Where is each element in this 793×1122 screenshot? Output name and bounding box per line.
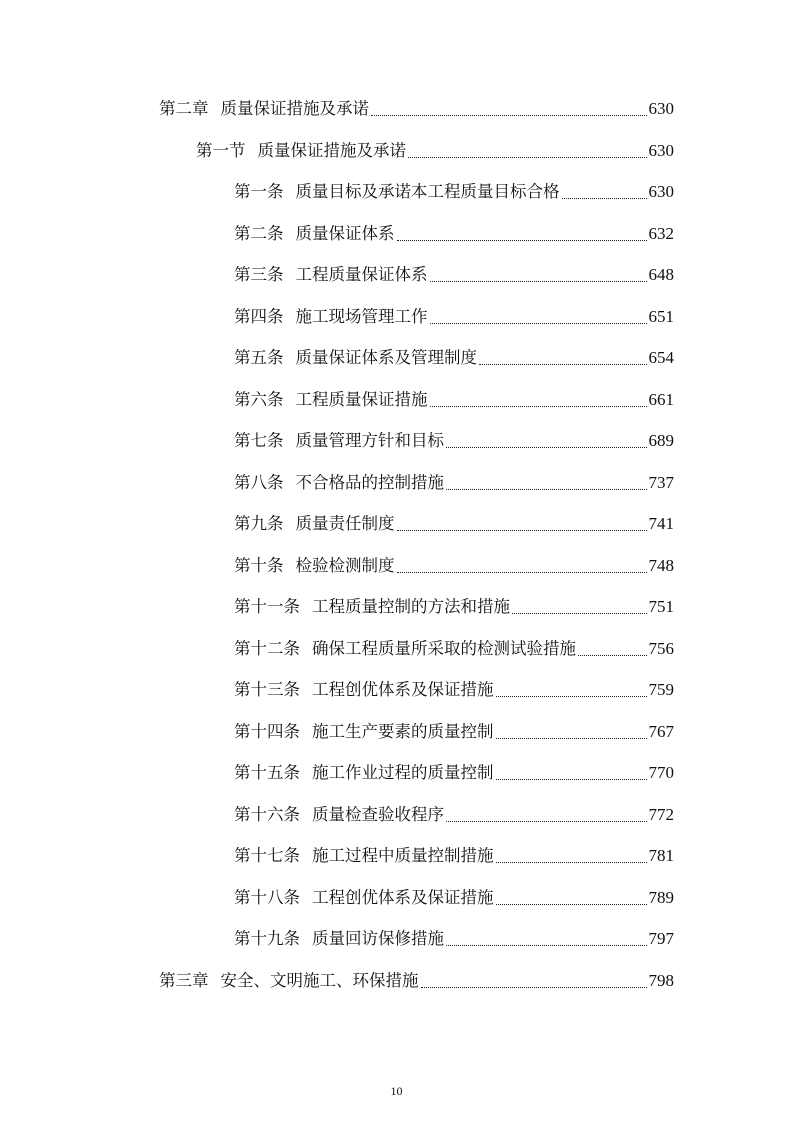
toc-entry-title: 施工生产要素的质量控制 bbox=[312, 721, 494, 741]
toc-entry-title: 施工作业过程的质量控制 bbox=[312, 763, 494, 782]
toc-entry-number: 第十条 bbox=[234, 555, 284, 575]
toc-entry-page: 630 bbox=[648, 182, 674, 201]
toc-entry-number: 第十七条 bbox=[234, 846, 300, 865]
toc-entry-number: 第六条 bbox=[234, 389, 284, 409]
toc-entry-page: 798 bbox=[648, 970, 674, 990]
toc-dot-leader bbox=[496, 736, 647, 739]
toc-dot-leader bbox=[496, 860, 647, 863]
toc-dot-leader bbox=[512, 611, 647, 614]
toc-entry[interactable] bbox=[234, 345, 674, 371]
toc-entry[interactable] bbox=[234, 719, 674, 745]
toc-entry[interactable] bbox=[234, 760, 674, 786]
toc-entry-title: 工程质量控制的方法和措施 bbox=[312, 597, 510, 616]
toc-entry-title: 质量保证体系及管理制度 bbox=[295, 348, 477, 367]
toc-entry-title: 质量保证措施及承诺 bbox=[257, 140, 406, 160]
toc-entry[interactable] bbox=[234, 304, 674, 330]
toc-entry-page: 632 bbox=[648, 223, 674, 243]
toc-entry-number: 第三章 bbox=[159, 970, 209, 990]
toc-dot-leader bbox=[371, 113, 647, 116]
toc-entry-title: 质量保证体系 bbox=[295, 223, 395, 243]
toc-entry-number: 第七条 bbox=[234, 431, 284, 450]
toc-entry[interactable] bbox=[196, 138, 674, 164]
toc-dot-leader bbox=[446, 943, 647, 946]
toc-dot-leader bbox=[496, 777, 647, 780]
toc-dot-leader bbox=[479, 362, 647, 365]
toc-entry-number: 第十四条 bbox=[234, 721, 300, 741]
toc-entry-title: 检验检测制度 bbox=[295, 555, 395, 575]
toc-entry-title: 工程质量保证体系 bbox=[295, 265, 428, 284]
page-number: 10 bbox=[390, 1084, 403, 1098]
toc-entry-title: 不合格品的控制措施 bbox=[295, 472, 444, 492]
toc-entry-title: 质量管理方针和目标 bbox=[295, 431, 444, 450]
toc-entry-title: 质量目标及承诺本工程质量目标合格 bbox=[295, 182, 560, 201]
toc-dot-leader bbox=[430, 279, 647, 282]
toc-entry-title: 质量检查验收程序 bbox=[312, 804, 444, 824]
toc-dot-leader bbox=[496, 694, 647, 697]
toc-entry-page: 741 bbox=[648, 514, 674, 533]
toc-entry-title: 确保工程质量所采取的检测试验措施 bbox=[312, 638, 576, 658]
toc-entry-number: 第五条 bbox=[234, 348, 284, 367]
toc-entry-title: 施工过程中质量控制措施 bbox=[312, 846, 494, 865]
toc-entry-title: 质量责任制度 bbox=[295, 514, 395, 533]
toc-entry-number: 第一节 bbox=[196, 140, 246, 160]
toc-dot-leader bbox=[562, 196, 647, 199]
toc-entry[interactable] bbox=[159, 96, 674, 122]
toc-dot-leader bbox=[446, 819, 647, 822]
toc-entry-number: 第十八条 bbox=[234, 887, 300, 907]
toc-entry-number: 第一条 bbox=[234, 182, 284, 201]
toc-entry-page: 648 bbox=[648, 265, 674, 284]
toc-entry[interactable] bbox=[159, 968, 674, 994]
toc-entry[interactable] bbox=[234, 428, 674, 454]
toc-entry-title: 工程质量保证措施 bbox=[295, 389, 428, 409]
toc-entry[interactable] bbox=[234, 511, 674, 537]
toc-dot-leader bbox=[430, 404, 647, 407]
toc-entry-title: 安全、文明施工、环保措施 bbox=[220, 970, 419, 990]
toc-entry[interactable] bbox=[234, 470, 674, 496]
toc-entry[interactable] bbox=[234, 885, 674, 911]
toc-entry-page: 767 bbox=[648, 721, 674, 741]
toc-entry-title: 工程创优体系及保证措施 bbox=[312, 887, 494, 907]
toc-entry-page: 651 bbox=[648, 306, 674, 326]
toc-entry[interactable] bbox=[234, 179, 674, 205]
toc-dot-leader bbox=[578, 653, 647, 656]
toc-entry-page: 654 bbox=[648, 348, 674, 367]
toc-entry-page: 630 bbox=[648, 140, 674, 160]
toc-entry-page: 756 bbox=[648, 638, 674, 658]
toc-entry-page: 781 bbox=[648, 846, 674, 865]
toc-entry-title: 施工现场管理工作 bbox=[295, 306, 428, 326]
toc-entry-number: 第十一条 bbox=[234, 597, 300, 616]
toc-dot-leader bbox=[430, 321, 647, 324]
toc-entry[interactable] bbox=[234, 677, 674, 703]
toc-dot-leader bbox=[446, 445, 647, 448]
toc-dot-leader bbox=[496, 902, 647, 905]
toc-entry-page: 630 bbox=[648, 99, 674, 118]
toc-entry-number: 第二条 bbox=[234, 223, 284, 243]
toc-entry-page: 797 bbox=[648, 929, 674, 948]
toc-entry-number: 第八条 bbox=[234, 472, 284, 492]
toc-dot-leader bbox=[397, 238, 647, 241]
toc-entry-number: 第十九条 bbox=[234, 929, 300, 948]
toc-entry[interactable] bbox=[234, 594, 674, 620]
toc-entry[interactable] bbox=[234, 553, 674, 579]
toc-entry-title: 质量回访保修措施 bbox=[312, 929, 444, 948]
toc-entry-number: 第四条 bbox=[234, 306, 284, 326]
toc-dot-leader bbox=[408, 155, 647, 158]
toc-entry[interactable] bbox=[234, 387, 674, 413]
toc-entry-page: 770 bbox=[648, 763, 674, 782]
toc-entry-number: 第十六条 bbox=[234, 804, 300, 824]
toc-dot-leader bbox=[421, 985, 647, 988]
toc-entry-page: 689 bbox=[648, 431, 674, 450]
toc-entry-number: 第二章 bbox=[159, 99, 209, 118]
toc-dot-leader bbox=[397, 528, 647, 531]
toc-entry-page: 789 bbox=[648, 887, 674, 907]
toc-entry-page: 737 bbox=[648, 472, 674, 492]
toc-entry-page: 772 bbox=[648, 804, 674, 824]
toc-entry-title: 工程创优体系及保证措施 bbox=[312, 680, 494, 699]
toc-entry-number: 第三条 bbox=[234, 265, 284, 284]
toc-entry-page: 748 bbox=[648, 555, 674, 575]
toc-entry-page: 759 bbox=[648, 680, 674, 699]
toc-entry-number: 第十二条 bbox=[234, 638, 300, 658]
toc-dot-leader bbox=[446, 487, 647, 490]
toc-entry[interactable] bbox=[234, 802, 674, 828]
toc-entry[interactable] bbox=[234, 636, 674, 662]
toc-dot-leader bbox=[397, 570, 647, 573]
toc-entry[interactable] bbox=[234, 221, 674, 247]
toc-entry-number: 第十五条 bbox=[234, 763, 300, 782]
toc-entry[interactable] bbox=[234, 843, 674, 869]
toc-entry[interactable] bbox=[234, 926, 674, 952]
toc-entry-title: 质量保证措施及承诺 bbox=[220, 99, 369, 118]
toc-entry-number: 第九条 bbox=[234, 514, 284, 533]
toc-entry-page: 751 bbox=[648, 597, 674, 616]
toc-entry[interactable] bbox=[234, 262, 674, 288]
toc-entry-page: 661 bbox=[648, 389, 674, 409]
toc-entry-number: 第十三条 bbox=[234, 680, 300, 699]
